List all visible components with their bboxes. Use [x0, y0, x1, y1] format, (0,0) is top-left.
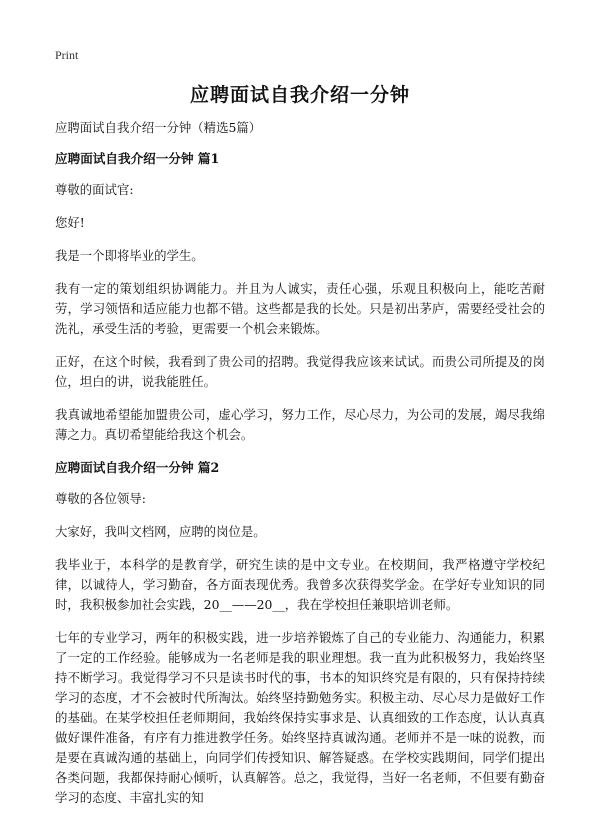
section-heading-2: 应聘面试自我介绍一分钟 篇2 [55, 460, 220, 475]
document-subtitle: 应聘面试自我介绍一分钟（精选5篇） [55, 120, 262, 135]
print-label: Print [55, 48, 79, 62]
document-body [55, 118, 545, 821]
paragraph: 尊敬的各位领导: [55, 491, 146, 506]
paragraph: 我毕业于，本科学的是教育学，研究生读的是中文专业。在校期间，我严格遵守学校纪律，以诚待人，学习勤奋，各方面表现优秀。我曾多次获得奖学金。在学好专业知识的同时，我积极参加社会实践，20__——20__，我在学校担任兼职培训老师。 [55, 557, 545, 612]
paragraph: 七年的专业学习，两年的积极实践，进一步培养锻炼了自己的专业能力、沟通能力，积累了一定的工作经验。能够成为一名老师是我的职业理想。我一直为此积极努力，我始终坚持不断学习。我觉得学习不只是读书时代的事，书本的知识终究是有限的，只有保持持续学习的态度，才不会被时代所淘汰。始终坚持勤勉务实。积极主动、尽心尽力是做好工作的基础。在某学校担任老师期间，我始终保持实事求是、认真细致的工作态度，认认真真做好课件准备，有序有力推进教学任务。始终坚持真诚沟通。老师并不是一味的说教，而是要在真诚沟通的基础上，向同学们传授知识、解答疑惑。在学校实践期间，同学们提出各类问题，我都保持耐心倾听，认真解答。总之，我觉得，当好一名老师，不但要有勤奋学习的态度、丰富扎实的知 [55, 630, 545, 805]
paragraph: 正好，在这个时候，我看到了贵公司的招聘。我觉得我应该来试试。而贵公司所提及的岗位，坦白的讲，说我能胜任。 [55, 354, 545, 389]
paragraph: 您好! [55, 215, 85, 230]
paragraph: 我是一个即将毕业的学生。 [55, 248, 204, 263]
paragraph: 我有一定的策划组织协调能力。并且为人诚实，责任心强，乐观且积极向上，能吃苦耐劳，学习领悟和适应能力也都不错。这些都是我的长处。只是初出茅庐，需要经受社会的洗礼，承受生活的考验，更需要一个机会来锻炼。 [55, 281, 545, 336]
paragraph: 尊敬的面试官: [55, 182, 134, 197]
paragraph: 大家好，我叫文档网，应聘的岗位是。 [55, 524, 266, 539]
paragraph: 我真诚地希望能加盟贵公司，虚心学习，努力工作，尽心尽力，为公司的发展，竭尽我绵薄之力。真切希望能给我这个机会。 [55, 407, 545, 442]
document-title: 应聘面试自我介绍一分钟 [189, 84, 410, 106]
section-heading-1: 应聘面试自我介绍一分钟 篇1 [55, 151, 220, 166]
